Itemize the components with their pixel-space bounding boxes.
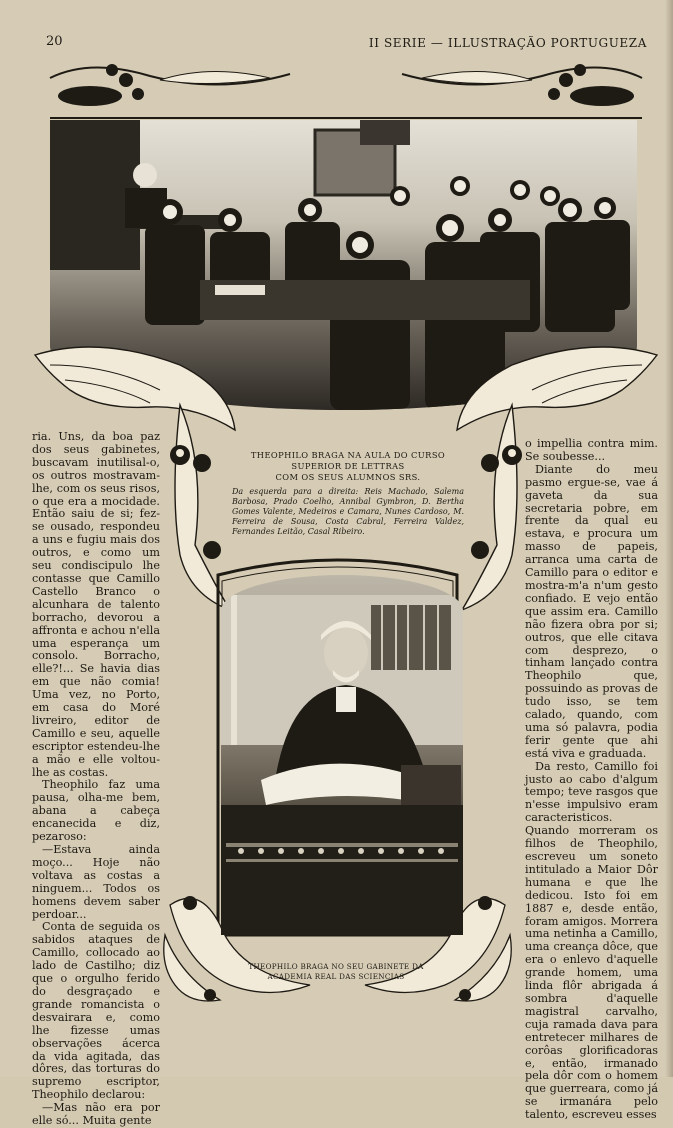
page-header [44,34,647,52]
study-scene-icon [221,575,463,935]
caption-line: ACADEMIA REAL DAS SCIENCIAS [267,972,405,981]
article-column-left [32,431,160,1128]
paragraph: Da resto, Camillo foi justo ao cabo d'algum tempo; teve rasgos que n'esse impulsivo eram caracteristicos. Quando morreram os filhos de Theophilo, escreveu um soneto intitulado a Maior Dôr humana e que lhe dedicou. Isto foi em 1887 e, desde então, foram amigos. Morrera uma netinha a Camillo, uma creança dôce, que era o enlevo d'aquelle grande homem, uma linda flôr abrigada á sombra d'aquelle magistral carvalho, cuja ramada dava para entretecer milhares de corôas glorificadoras e, então, irmanado pela dôr com o homem que guerreara, como já se irmanára pelo talento, escreveu esses [525,759,658,1122]
running-head: II SERIE — ILLUSTRAÇÃO PORTUGUEZA [368,36,647,50]
page-number: 20 [46,34,63,49]
classroom-caption-title [232,450,464,483]
classroom-caption-names: Da esquerda para a direita: Reis Machado, Salema Barbosa, Prado Coelho, Annibal Gymbron, D. Bertha Gomes Valente, Medeiros e Camara, Nunes Cardoso, M. Ferreira de Sousa, Costa Cabral, Ferreira Valdez, Fernandes Leitão, Casal Ribeiro. [232,487,464,536]
caption-line: SUPERIOR DE LETTRAS [291,461,405,471]
classroom-caption [232,450,464,550]
paragraph: —Estava ainda moço... Hoje não voltava as costas a ninguem... Todos os homens devem saber perdoar... [32,843,160,921]
caption-line: COM OS SEUS ALUMNOS SRS. [275,472,421,482]
paragraph: Diante do meu pasmo ergue-se, vae á gaveta da sua secretaria pobre, em frente da qual eu estava, e procura um masso de papeis, arranca uma carta de Camillo para o editor e mostra-m'a n'um gesto confiado. E vejo então que assim era. Camillo não fizera obra por si; outros, que elle citava com desprezo, o tinham lançado contra Theophilo que, possuindo as provas de tudo isso, se tem calado, quando, com uma só palavra, podia ferir gente que ahi está viva e graduada. [525,462,658,760]
study-caption [246,962,426,982]
article-column-right [525,438,658,1122]
top-ornament-icon [30,58,662,128]
caption-line: THEOPHILO BRAGA NA AULA DO CURSO [250,450,446,460]
paragraph: —Mas não era por elle só... Muita gente [32,1101,160,1128]
caption-line: THEOPHILO BRAGA NO SEU GABINETE DA [248,962,424,971]
paragraph: Conta de seguida os sabidos ataques de Camillo, collocado ao lado de Castilho; diz que o orgulho ferido do desgraçado e grande romancista o desvairara e, como lhe fizesse umas observações ácerca da vida agitada, das dôres, das torturas do supremo escriptor, Theophilo declarou: [32,920,160,1102]
paragraph: Theophilo faz uma pausa, olha-me bem, abana a cabeça encanecida e diz, pezaroso: [32,778,160,844]
study-portrait-photo [221,575,463,935]
paragraph: ria. Uns, da boa paz dos seus gabinetes, buscavam inutilisal-o, os outros mostravam-lhe, com os seus risos, o que era a mocidade. Então saiu de si; fez-se ousado, respondeu a uns e fugiu mais dos outros, e como um seu condiscipulo lhe contasse que Camillo Castello Branco o alcunhara de talento borracho, devorou a affronta e achou n'ella uma esperança um consolo. Borracho, elle?!... Se havia dias em que não comia! Uma vez, no Porto, em casa do Moré livreiro, editor de Camillo e seu, aquelle escriptor estendeu-lhe a mão e elle voltou-lhe as costas. [32,430,160,779]
paragraph: o impellia contra mim. Se soubesse... [525,437,658,463]
